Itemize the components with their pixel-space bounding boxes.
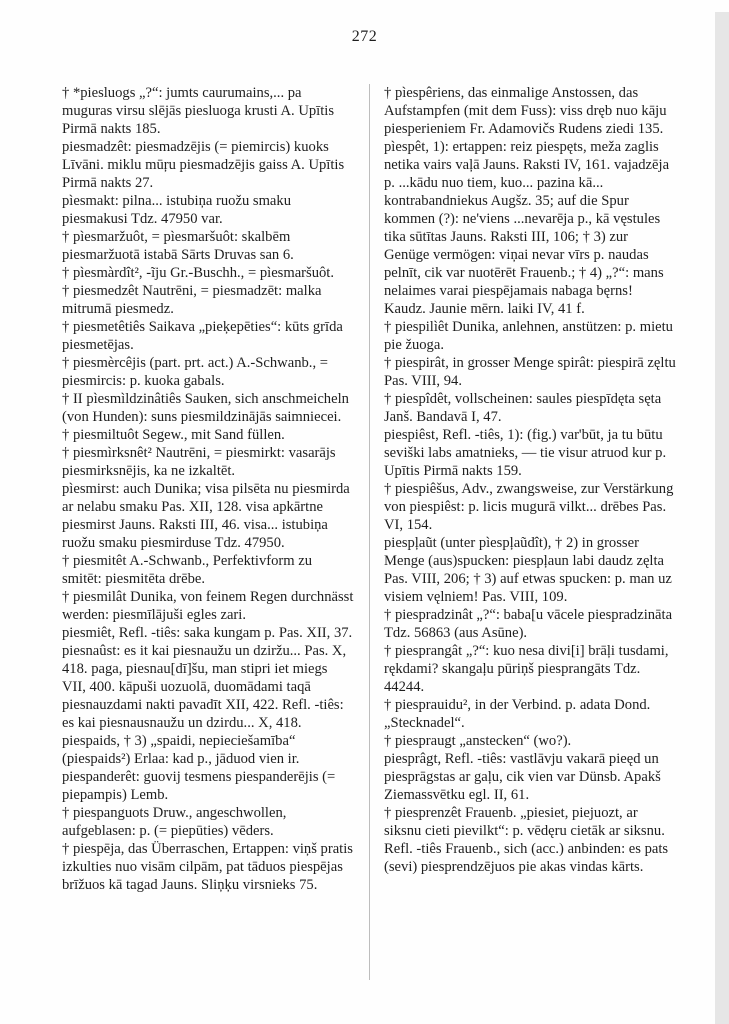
dictionary-entry: † *piesluogs „?“: jumts caurumains,... pa muguras virsu slējās piesluoga krusti A. Upītis Pirmā nakts 185. xyxy=(62,85,334,137)
column-divider xyxy=(369,84,370,980)
dictionary-entry: † piespradzinât „?“: baba[u vācele piespradzināta Tdz. 56863 (aus Asūne). xyxy=(384,607,673,641)
dictionary-entry: † piesmitêt A.-Schwanb., Perfektivform zu smitēt: piesmitēta drēbe. xyxy=(62,553,313,587)
dictionary-entry: † piespilìêt Dunika, anlehnen, anstützen: p. mietu pie žuoga. xyxy=(384,319,673,353)
left-column xyxy=(62,84,354,894)
dictionary-entry: † pìesmaržuôt, = pìesmaršuôt: skalbēm piesmaržuotā istabā Sārts Druvas san 6. xyxy=(62,229,294,263)
dictionary-entry: † piesmilât Dunika, von feinem Regen durchnässt werden: piesmīlājuši egles zari. xyxy=(62,589,354,623)
dictionary-entry: piesnaûst: es it kai piesnaužu un dziržu... Pas. X, 418. paga, piesnau[dī]šu, man stipri iet miegs VII, 400. kāpuši uozuolā, duomādami taqā piesnauzdami nakti pavadīt XII, 422. Refl. -tiês: es kai piesnausnaužu un dzirdu... X, 418. xyxy=(62,643,347,731)
dictionary-entry: † piesprenzêt Frauenb. „piesiet, piejuozt, ar siksnu cieti pievilkt“: p. vēdęru cietāk ar siksnu. Refl. -tiês Frauenb., sich (acc.) anbinden: es pats (sevi) piesprendzējuos pie akas vindas kārts. xyxy=(384,805,669,875)
dictionary-entry: pìesmirst: auch Dunika; visa pilsēta nu piesmirda ar nelabu smaku Pas. XII, 128. visa apkārtne piesmirst Jauns. Raksti III, 46. visa... istubiņa ruožu smaku piesmirduse Tdz. 47950. xyxy=(62,481,350,551)
dictionary-entry: † pìesmàrdît², -ĩju Gr.-Buschh., = pìesmaršuôt. xyxy=(62,265,335,281)
dictionary-entry: piesmadzêt: piesmadzējis (= piemircis) kuoks Līvāni. miklu mūŗu piesmadzējis gaiss A. Upītis Pirmā nakts 27. xyxy=(62,139,345,191)
scan-edge xyxy=(715,12,729,1024)
dictionary-entry: pìespêt, 1): ertappen: reiz piespęts, meža zaglis netika vairs vaļā Jauns. Raksti IV, 161. vajadzēja p. ...kādu nuo tiem, kuo... pazina kā... kontrabandniekus Augšz. 35; auf die Spur kommen (?): ne'viens ...nevarēja p., kā vęstules tika sūtītas Jauns. Raksti III, 106; † 3) zur Genüge vermögen: viņai nevar vīrs p. naudas pelnīt, cik var nuotērēt Frauenb.; † 4) „?“: mans nelaimes varai piespējamais nabaga bęrns! Kaudz. Jaunie mērn. laiki IV, 41 f. xyxy=(384,139,670,317)
dictionary-entry: † piespraugt „anstecken“ (wo?). xyxy=(384,733,572,749)
page-number: 272 xyxy=(351,28,378,45)
dictionary-entry: piespļaũt (unter pìespļaũdît), † 2) in grosser Menge (aus)spucken: piespļaun labi daudz zęlta Pas. VIII, 206; † 3) auf etwas spucken: p. man uz visiem vęlniem! Pas. VIII, 109. xyxy=(384,535,672,605)
dictionary-entry: † piesmèrcêjis (part. prt. act.) A.-Schwanb., = piesmircis: p. kuoka gabals. xyxy=(62,355,328,389)
dictionary-entry: † piespiêšus, Adv., zwangsweise, zur Verstärkung von piespiêst: p. licis mugurā vilkt... drēbes Pas. VI, 154. xyxy=(384,481,674,533)
dictionary-entry: † piesmìrksnêt² Nautrēni, = piesmirkt: vasarājs piesmirksnējis, ka ne izkaltēt. xyxy=(62,445,336,479)
dictionary-entry: † piesmedzêt Nautrēni, = piesmadzēt: malka mitrumā piesmedz. xyxy=(62,283,322,317)
dictionary-entry: pìesmakt: pilna... istubiņa ruožu smaku piesmakusi Tdz. 47950 var. xyxy=(62,193,292,227)
dictionary-entry: piesprâgt, Refl. -tiês: vastlāvju vakarā pieęd un piesprāgstas ar gaļu, cik vien var Dünsb. Apakš Ziemassvētku egl. II, 61. xyxy=(384,751,661,803)
dictionary-entry: † piespîdêt, vollscheinen: saules piespīdęta sęta Janš. Bandavā I, 47. xyxy=(384,391,662,425)
dictionary-entry: † II pìesmìldzinâtiês Sauken, sich anschmeicheln (von Hunden): suns piesmildzinājās saimniecei. xyxy=(62,391,349,425)
dictionary-entry: † piesmetêtiês Saikava „pieķepēties“: kūts grīda piesmetējas. xyxy=(62,319,343,353)
dictionary-entry: † piesprauidu², in der Verbind. p. adata Dond. „Stecknadel“. xyxy=(384,697,651,731)
dictionary-entry: † piespirât, in grosser Menge spirât: piespirā zęltu Pas. VIII, 94. xyxy=(384,355,676,389)
dictionary-entry: † pìespêriens, das einmalige Anstossen, das Aufstampfen (mit dem Fuss): viss dręb nuo kāju piesperieniem Fr. Adamovičs Rudens ziedi 135. xyxy=(384,85,667,137)
right-column xyxy=(384,84,676,876)
dictionary-entry: † piesprangât „?“: kuo nesa divi[i] brāļi tusdami, rękdami? skangaļu pūriņš piesprangāts Tdz. 44244. xyxy=(384,643,669,695)
dictionary-entry: † piespanguots Druw., angeschwollen, aufgeblasen: p. (= piepūties) vēders. xyxy=(62,805,287,839)
dictionary-entry: piespanderêt: guovij tesmens piespanderējis (= piepampis) Lemb. xyxy=(62,769,336,803)
dictionary-entry: † piesmiltuôt Segew., mit Sand füllen. xyxy=(62,427,285,443)
dictionary-entry: piespaids, † 3) „spaidi, nepieciešamība“ (piespaids²) Erlaa: kad p., jāduod vien ir. xyxy=(62,733,300,767)
dictionary-entry: † piespēja, das Überraschen, Ertappen: viņš pratis izkulties nuo visām cilpām, pat tāduos piespējas brīžuos kā tagad Jauns. Sliņķu virsnieks 75. xyxy=(62,841,353,893)
dictionary-entry: piesmiêt, Refl. -tiês: saka kungam p. Pas. XII, 37. xyxy=(62,625,353,641)
dictionary-entry: piespiêst, Refl. -tiês, 1): (fig.) var'būt, ja tu būtu seviški labs amatnieks, — tie visur atruod kur p. Upītis Pirmā nakts 159. xyxy=(384,427,667,479)
